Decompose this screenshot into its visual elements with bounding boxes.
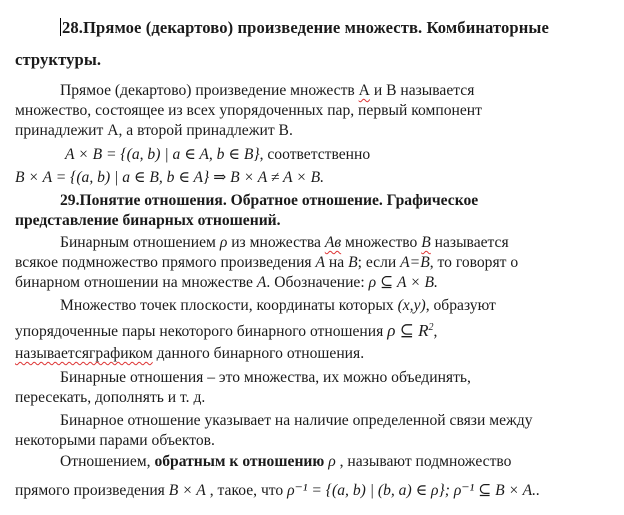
binary-def-line3: бинарном отношении на множестве А. Обозначение: ρ ⊆ A × B. bbox=[15, 274, 438, 291]
points-line2: упорядоченные пары некоторого бинарного отношения ρ ⊆ $R^2$, bbox=[15, 321, 438, 340]
formula-cartesian-ba: B × A = {(a, b) | a ∈ B, b ∈ A} ⇒ B × A ≠ A × B. bbox=[15, 169, 325, 186]
operations-line2: пересекать, дополнять и т. д. bbox=[15, 389, 206, 406]
definition-line2: множество, состоящее из всех упорядоченных пар, первый компонент bbox=[15, 102, 482, 119]
points-line1: Множество точек плоскости, координаты которых (x,y), образуют bbox=[60, 297, 496, 314]
binary-def-line2: всякое подмножество прямого произведения А на В; если А=В, то говорят о bbox=[15, 254, 519, 271]
operations-line1: Бинарные отношения – это множества, их можно объединять, bbox=[60, 369, 471, 386]
text-cursor: 28.Прямое (декартово) произведение множеств. Комбинаторные bbox=[62, 18, 549, 37]
points-line3: называетсяграфиком данного бинарного отношения. bbox=[15, 345, 365, 362]
indicates-line2: некоторыми парами объектов. bbox=[15, 432, 215, 449]
binary-def-line1: Бинарным отношением ρ из множества Ав множество В называется bbox=[60, 234, 509, 251]
heading-28-line2: структуры. bbox=[15, 50, 102, 69]
heading-29-line1: 29.Понятие отношения. Обратное отношение. Графическое bbox=[60, 192, 479, 209]
formula-cartesian-ab: A × B = {(a, b) | a ∈ A, b ∈ B}, соответственно bbox=[65, 146, 371, 163]
inverse-line2: прямого произведения B × A , такое, что ρ⁻¹ = {(a, b) | (b, a) ∈ ρ}; ρ⁻¹ ⊆ B × A.. bbox=[15, 482, 540, 499]
indicates-line1: Бинарное отношение указывает на наличие определенной связи между bbox=[60, 412, 533, 429]
inverse-line1: Отношением, обратным к отношению ρ , называют подмножество bbox=[60, 453, 512, 470]
heading-28-line1 bbox=[60, 18, 612, 38]
definition-line1: Прямое (декартово) произведение множеств А и В называется bbox=[60, 82, 475, 99]
heading-29-line2: представление бинарных отношений. bbox=[15, 212, 281, 229]
definition-line3: принадлежит А, а второй принадлежит В. bbox=[15, 122, 293, 139]
